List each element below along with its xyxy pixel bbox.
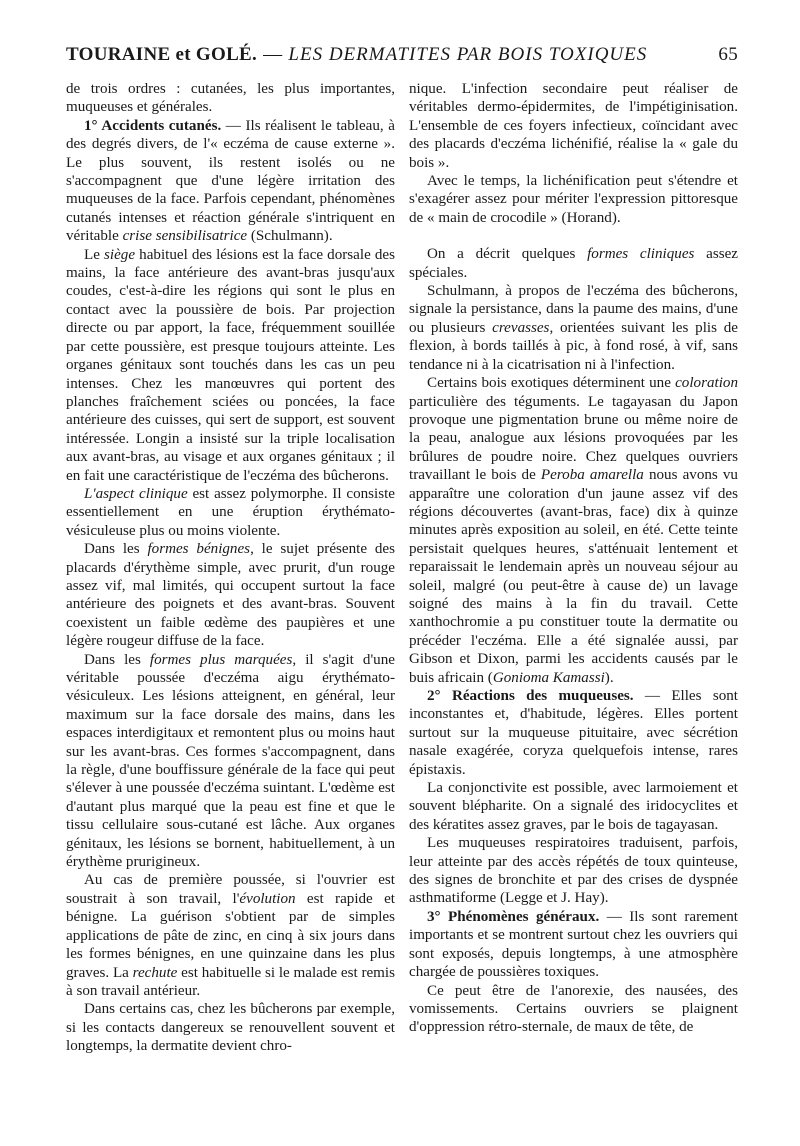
- paragraph-text: de trois ordres : cutanées, les plus importantes, muqueuses et générales.: [66, 81, 395, 116]
- paragraph-text: — Ils réalisent le tableau, à des degrés divers, de l'« eczéma de cause externe ». Le plus souvent, ils restent isolés ou ne s'accompagnent que d'une légère irritation des muqueuses de la face. Parfois cependant, phénomènes cutanés intenses et réaction générale s'intriquent en véritable: [66, 117, 395, 245]
- paragraph-text: est rapide et bénigne. La guérison s'obtient par de simples applications de pâte de zinc, en cinq à six jours dans les formes bénignes, en une quinzaine dans les plus graves. La: [66, 890, 395, 981]
- paragraph-text: — Ils sont rarement importants et se montrent surtout chez les ouvriers qui sont exposés, depuis longtemps, à une atmosphère chargée de poussières toxiques.: [409, 908, 738, 981]
- paragraph: [66, 485, 395, 540]
- header-title: LES DERMATITES PAR BOIS TOXIQUES: [288, 44, 648, 65]
- paragraph-text: assez spéciales.: [409, 246, 738, 281]
- section-accidents-cutanes: [66, 117, 395, 246]
- paragraph: [409, 982, 738, 1037]
- paragraph: [409, 779, 738, 834]
- italic-term: L'aspect clinique: [84, 485, 188, 502]
- section-number: 3°: [427, 908, 449, 925]
- section-heading: Réactions des muqueuses.: [451, 688, 634, 704]
- paragraph: [66, 871, 395, 1000]
- page-number: 65: [718, 44, 738, 65]
- paragraph: [66, 540, 395, 650]
- left-column: [66, 80, 395, 1056]
- header-separator: —: [263, 44, 283, 65]
- paragraph-text: La conjonctivite est possible, avec larmoiement et souvent blépharite. On a signalé des iridocyclites et des kératites assez graves, par le bois de tagayasan.: [409, 780, 738, 833]
- paragraph-text: Avec le temps, la lichénification peut s'étendre et s'exagérer assez pour mériter l'expression pittoresque de « main de crocodile » (Horand).: [409, 173, 738, 226]
- paragraph-text: On a décrit quelques: [427, 246, 588, 263]
- paragraph-text: habituel des lésions est la face dorsale des mains, la face antérieure des avant-bras jusqu'aux coudes, c'est-à-dire les régions qui sont le plus en contact avec la poussière de bois. Par projection directe ou par apport, la face, fréquemment souillée par cette poussière, est presque toujours atteinte. Les organes génitaux sont touchés dans les cas un peu intenses. Chez les manœuvres qui portent des planches fraîchement sciées ou poncées, la face antérieure des cuisses, qui sert de support, est souvent intéressée. Longin a insisté sur la triple localisation aux avant-bras, au visage et aux organes génitaux ; il en fait une caractéristique de l'eczéma des bûcherons.: [66, 246, 395, 484]
- italic-term: Gonioma Kamassi: [492, 669, 605, 686]
- paragraph-text: Ce peut être de l'anorexie, des nausées, des vomissements. Certains ouvriers se plaignent d'oppression rétro-sternale, de maux de tête, de: [409, 982, 738, 1036]
- paragraph: [409, 834, 738, 908]
- italic-term: formes cliniques: [587, 246, 695, 263]
- section-heading: Accidents cutanés.: [101, 117, 222, 134]
- paragraph-text: , le sujet présente des placards d'érythème simple, avec prurit, d'un rouge assez vif, mal limités, qui occupent surtout la face antérieure des poignets et des avant-bras. Souvent coexistent un faible œdème des paupières et une légère rougeur diffuse de la face.: [66, 541, 395, 650]
- italic-term: formes bénignes: [147, 541, 251, 558]
- paragraph-text: Au cas de première poussée, si l'ouvrier est soustrait à son travail, l': [66, 872, 395, 907]
- section-number: 2°: [427, 688, 452, 704]
- italic-term: siège: [104, 246, 136, 263]
- paragraph-text: Le: [84, 246, 105, 263]
- paragraph: [66, 246, 395, 485]
- paragraph-text: — Elles sont inconstantes et, d'habitude, légères. Elles portent surtout sur la muqueuse pituitaire, avec sécrétion nasale exagérée, coryza quelquefois intense, rares épistaxis.: [409, 688, 739, 778]
- paragraph-text: Dans certains cas, chez les bûcherons par exemple, si les contacts dangereux se renouvellent souvent et longtemps, la dermatite devient chro-: [66, 1001, 395, 1055]
- paragraph-text: (Schulmann).: [247, 228, 333, 245]
- paragraph-text: Schulmann, à propos de l'eczéma des bûcherons, signale la persistance, dans la paume des mains, d'une ou plusieurs: [409, 283, 738, 336]
- paragraph-text: nous avons vu apparaître une coloration d'un jaune assez vif des régions découvertes (avant-bras, face) dix à quinze minutes après exposition au soleil, en été. Cette teinte persistait quelques heures, s'atténuait lentement et reparaissait le lendemain après un nouveau séjour au soleil, malgré (ou peut-être à cause de) un lavage soigné des mains à la fin du travail. Cette xanthochromie a pu constituer toute la dermatite ou précéder l'eczéma. Elle a été signalée aussi, par Gibson et Dixon, parmi les accidents causés par le buis africain (: [409, 467, 738, 686]
- right-column: [409, 80, 738, 1037]
- paragraph: [409, 282, 738, 374]
- paragraph: [409, 245, 738, 282]
- paragraph-text: particulière des téguments. Le tagayasan du Japon provoque une pigmentation brune ou même noire de la peau, analogue aux lésions provoquées par les brûlures de poudre noire. Chez quelques ouvriers travaillant le bois de: [409, 393, 738, 484]
- paragraph-text: , il s'agit d'une véritable poussée d'eczéma aigu érythémato-vésiculeux. Les lésions atteignent, en général, leur maximum sur la face dorsale des mains, dans les espaces interdigitaux et remontent plus ou moins haut sur les avant-bras. Ces formes s'accompagnent, dans la règle, d'une bouffissure générale de la face qui peut s'élever à une poussée d'eczéma suintant. L'œdème est d'autant plus marqué que la peau est fine et que le tissu cellulaire sous-cutané est lâche. Aux organes génitaux, les lésions se bornent, habituellement, à un érythème prurigineux.: [66, 651, 395, 871]
- italic-term: rechute: [132, 964, 178, 981]
- italic-term: formes plus marquées: [149, 651, 293, 668]
- italic-term: évolution: [239, 890, 296, 907]
- paragraph-text: ).: [604, 669, 614, 686]
- paragraph-text: est assez polymorphe. Il consiste essentiellement en une éruption érythémato-vésiculeuse plus ou moins violente.: [66, 485, 395, 539]
- running-header: [66, 44, 738, 76]
- section-heading: Phénomènes généraux.: [448, 908, 600, 925]
- paragraph: [66, 80, 395, 117]
- paragraph-text: , orientées suivant les plis de flexion, à bords taillés à pic, à fond rosé, à vif, sans tendance ni à la cicatrisation ni à l'infection.: [409, 319, 738, 373]
- paragraph: [66, 1000, 395, 1055]
- paragraph-text: Les muqueuses respiratoires traduisent, parfois, leur atteinte par des accès répétés de toux quinteuse, des signes de bronchite et par des crises de dyspnée asthmatiforme (Legge et J. Hay).: [409, 835, 738, 907]
- section-number: 1°: [84, 117, 102, 134]
- paragraph-text: Dans les: [84, 541, 148, 558]
- paragraph: [409, 172, 738, 227]
- italic-term: crevasses: [492, 319, 550, 336]
- italic-term: coloration: [675, 375, 738, 392]
- paragraph-text: nique. L'infection secondaire peut réaliser de véritables dermo-épidermites, de l'impétiginisation. L'ensemble de ces foyers infectieux, coïncidant avec des placards d'eczéma lichénifié, réalise la « gale du bois ».: [409, 81, 738, 171]
- paragraph-text: est habituelle si le malade est remis à son travail antérieur.: [66, 964, 395, 999]
- section-phenomenes-generaux: [409, 908, 738, 982]
- italic-term: Peroba amarella: [540, 467, 644, 484]
- paragraph: [409, 374, 738, 687]
- header-authors: TOURAINE et GOLÉ.: [66, 44, 258, 65]
- paragraph-text: Dans les: [84, 651, 150, 668]
- section-reactions-muqueuses: [409, 687, 738, 779]
- italic-term: crise sensibilisatrice: [122, 228, 248, 245]
- paragraph: [66, 651, 395, 872]
- paragraph-text: Certains bois exotiques déterminent une: [427, 375, 676, 392]
- paragraph: [409, 80, 738, 172]
